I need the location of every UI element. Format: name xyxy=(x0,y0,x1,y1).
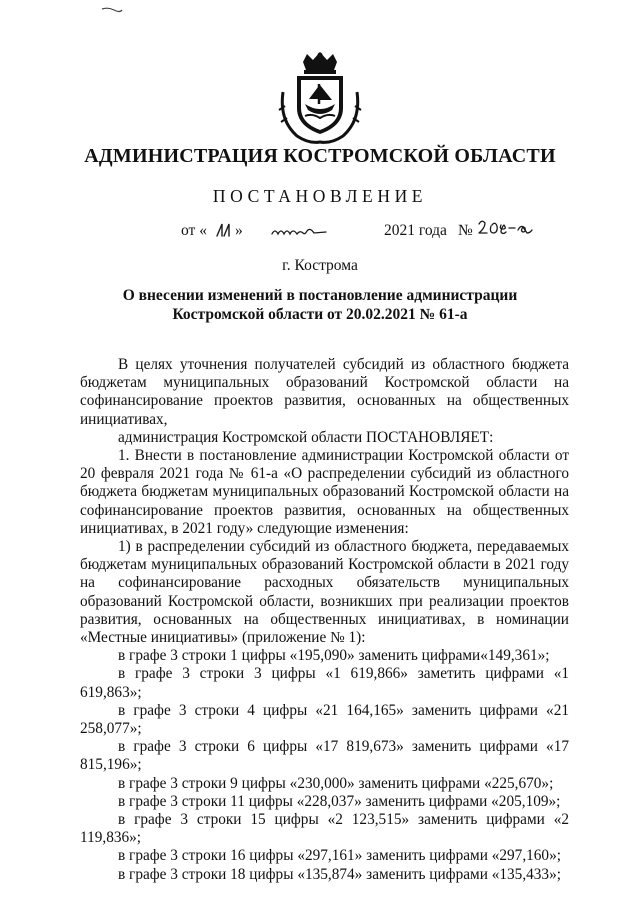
scan-mark xyxy=(100,4,124,14)
subject-line: Костромской области от 20.02.2021 № 61-а xyxy=(172,305,468,323)
amendment-item: в графе 3 строки 16 цифры «297,161» заменить цифрами «297,160»; xyxy=(118,847,561,865)
subject-line: О внесении изменений в постановление администрации xyxy=(122,287,518,304)
amendment-item: в графе 3 строки 4 цифры «21 164,165» заменить цифрами «21 258,077»; xyxy=(80,701,569,738)
amendment-item: в графе 3 строки 11 цифры «228,037» заменить цифрами «205,109»; xyxy=(118,792,561,810)
amendment-item: в графе 3 строки 9 цифры «230,000» заменить цифрами «225,670»; xyxy=(118,774,554,792)
amendment-item: в графе 3 строки 3 цифры «1 619,866» заметить цифрами «1 619,863»; xyxy=(80,665,569,701)
date-year: 2021 года xyxy=(384,222,447,239)
date-close-quote: » xyxy=(235,222,243,239)
date-prefix: от « xyxy=(181,222,207,239)
paragraph: администрация Костромской области ПОСТАНОВЛЯЕТ: xyxy=(118,428,494,446)
handwritten-number xyxy=(476,216,534,238)
handwritten-day xyxy=(214,221,234,239)
amendment-item: в графе 3 строки 1 цифры «195,090» заменить цифрами«149,361»; xyxy=(118,647,550,665)
document-subject xyxy=(80,287,560,324)
number-sign: № xyxy=(458,222,473,239)
document-type: ПОСТАНОВЛЕНИЕ xyxy=(212,186,428,206)
handwritten-month xyxy=(270,222,328,240)
coat-of-arms-icon xyxy=(277,52,363,144)
paragraph: 1. Внести в постановление администрации Костромской области от 20 февраля 2021 года № 61-а «О распределении субсидий из областного бюджета бюджетам муниципальных образований Костромской области на софинансирование проектов развития, основанных на общественных инициативах, в 2021 году» следующие изменения: xyxy=(80,447,569,537)
organization-title: АДМИНИСТРАЦИЯ КОСТРОМСКОЙ ОБЛАСТИ xyxy=(84,145,556,167)
amendment-item: в графе 3 строки 15 цифры «2 123,515» заменить цифрами «2 119,836»; xyxy=(80,811,569,847)
amendment-item: в графе 3 строки 18 цифры «135,874» заменить цифрами «135,433»; xyxy=(118,865,561,883)
paragraph: В целях уточнения получателей субсидий из областного бюджета бюджетам муниципальных образований Костромской области на софинансирование проектов развития, основанных на общественных инициативах, xyxy=(80,356,569,428)
city: г. Кострома xyxy=(282,257,358,274)
amendment-item: в графе 3 строки 6 цифры «17 819,673» заменить цифрами «17 815,196»; xyxy=(80,738,569,774)
document-body xyxy=(80,356,569,884)
paragraph: 1) в распределении субсидий из областного бюджета, передаваемых бюджетам муниципальных образований Костромской области в 2021 году на софинансирование расходных обязательств муниципальных образований Костромской области, возникших при реализации проектов развития, основанных на общественных инициативах, в номинации «Местные инициативы» (приложение № 1): xyxy=(80,538,569,647)
